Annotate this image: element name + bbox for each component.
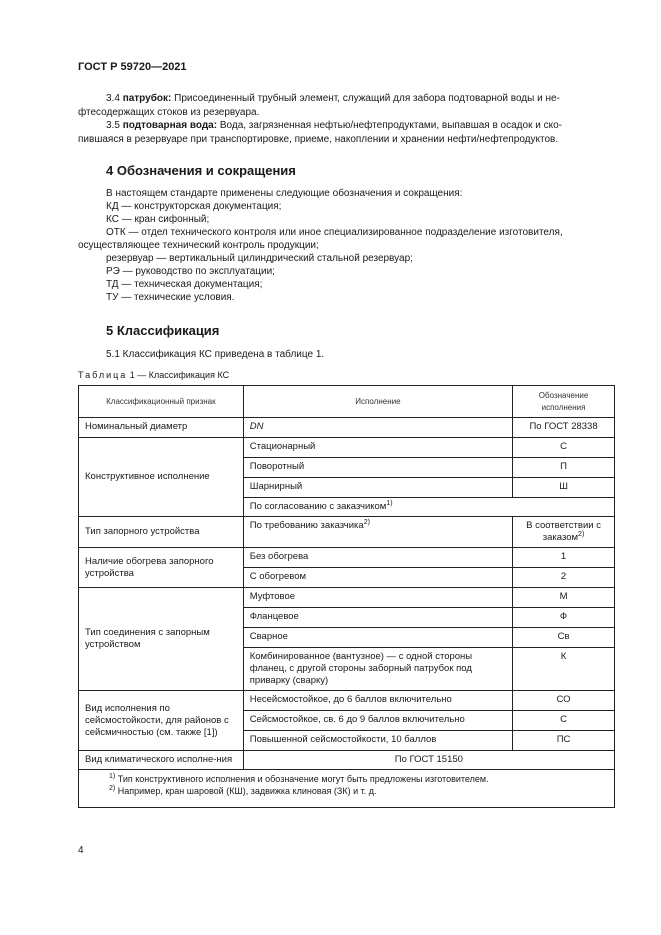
term-name: подтоварная вода:: [122, 120, 218, 131]
table-cell: Вид климатического исполне-ния: [79, 751, 244, 770]
table-cell: DN: [243, 418, 512, 438]
term-3-5: 3.5 подтоварная вода: Вода, загрязненная нефтью/нефтепродуктами, выпавшая в осадок и ско- пившаяся в резервуаре при транспортировке, приеме, накоплении и хранении нефти/нефтепродуктов.: [78, 120, 562, 145]
list-item: резервуар — вертикальный цилиндрический стальной резервуар;: [106, 253, 413, 264]
table-cell: Тип запорного устройства: [79, 517, 244, 548]
table-cell: Наличие обогрева запорного устройства: [79, 548, 244, 588]
table-cell: [513, 517, 615, 548]
table-text: В соответствии с заказом: [526, 520, 601, 543]
table-cell: С обогревом: [243, 568, 512, 588]
table-cell: По ГОСТ 28338: [513, 418, 615, 438]
footnote-mark: 1): [109, 773, 116, 780]
column-header: Обозначение исполнения: [513, 386, 615, 418]
document-header: ГОСТ Р 59720—2021: [78, 61, 187, 73]
table-text: По согласованию с заказчиком: [249, 501, 387, 512]
table-cell: 2: [513, 568, 615, 588]
table-cell: СО: [513, 691, 615, 711]
column-header: Классификационный признак: [79, 386, 244, 418]
footnote-mark: 2): [109, 785, 116, 792]
table-cell: Вид исполнения по сейсмостойкости, для районов с сейсмичностью (см. также [1]): [79, 691, 244, 751]
list-item: КС — кран сифонный;: [106, 214, 210, 225]
term-name: патрубок:: [122, 93, 172, 104]
table-cell: Св: [513, 628, 615, 648]
table-footnote-row: [79, 770, 615, 808]
table-text: По требованию заказчика: [249, 520, 364, 531]
table-cell: М: [513, 588, 615, 608]
list-item: РЭ — руководство по эксплуатации;: [106, 266, 275, 277]
list-item: ТД — техническая документация;: [106, 279, 263, 290]
term-3-4: 3.4 патрубок: Присоединенный трубный элемент, служащий для забора подтоварной воды и не- фтесодержащих стоков из резервуара.: [78, 93, 560, 118]
table-cell: Несейсмостойкое, до 6 баллов включительно: [243, 691, 512, 711]
table-cell: Ф: [513, 608, 615, 628]
column-header: Исполнение: [243, 386, 512, 418]
table-text: Тип конструктивного исполнения и обозначение могут быть предложены изготовителем.: [115, 774, 489, 784]
table-row: [79, 751, 615, 770]
table-row: [79, 517, 615, 548]
table-cell: Шарнирный: [243, 478, 512, 498]
table-cell: Комбинированное (вантузное) — с одной стороны фланец, с другой стороны заборный патрубок под приварку (сварку): [243, 648, 512, 691]
table-cell: Конструктивное исполнение: [79, 438, 244, 517]
table-cell: Поворотный: [243, 458, 512, 478]
table-cell: ПС: [513, 731, 615, 751]
list-item: ТУ — технические условия.: [106, 292, 235, 303]
table-cell: Фланцевое: [243, 608, 512, 628]
table-cell: По ГОСТ 15150: [243, 751, 614, 770]
table-cell: Сварное: [243, 628, 512, 648]
table-cell: Без обогрева: [243, 548, 512, 568]
table-cell: С: [513, 711, 615, 731]
section-5-title: 5 Классификация: [106, 323, 220, 338]
table-text: Например, кран шаровой (КШ), задвижка клиновая (ЗК) и т. д.: [115, 786, 377, 796]
table-cell: Муфтовое: [243, 588, 512, 608]
table-row: [79, 438, 615, 458]
list-intro: В настоящем стандарте применены следующие обозначения и сокращения:: [106, 188, 463, 199]
table-cell: Сейсмостойкое, св. 6 до 9 баллов включительно: [243, 711, 512, 731]
table-cell: С: [513, 438, 615, 458]
page-number: 4: [78, 845, 84, 856]
footnote-mark: 2): [363, 518, 370, 526]
table-cell: Ш: [513, 478, 615, 498]
table-cell: [79, 770, 615, 808]
footnote-mark: 2): [578, 530, 585, 538]
table-cell: Повышенной сейсмостойкости, 10 баллов: [243, 731, 512, 751]
table-cell: П: [513, 458, 615, 478]
table-cell: Тип соединения с запорным устройством: [79, 588, 244, 691]
list-item-wrap: осуществляющее технический контроль продукции;: [78, 240, 319, 251]
footnote: [109, 785, 608, 797]
footnote: [109, 773, 608, 785]
table-row: [79, 418, 615, 438]
list-item: КД — конструкторская документация;: [106, 201, 282, 212]
table-row: [79, 548, 615, 568]
table-cell: [243, 517, 512, 548]
section-5-text: 5.1 Классификация КС приведена в таблице 1.: [106, 349, 325, 360]
table-row: [79, 691, 615, 711]
section-4-title: 4 Обозначения и сокращения: [106, 163, 296, 178]
table-cell: [243, 498, 614, 517]
table-caption: Таблица 1 — Классификация КС: [78, 370, 230, 380]
table-header-row: [79, 386, 615, 418]
table-cell: К: [513, 648, 615, 691]
abbreviation-list: [78, 187, 615, 304]
table-cell: Номинальный диаметр: [79, 418, 244, 438]
table-cell: 1: [513, 548, 615, 568]
table-cell: Стационарный: [243, 438, 512, 458]
table-row: [79, 588, 615, 608]
list-item: ОТК — отдел технического контроля или иное специализированное подразделение изготовителя,: [106, 227, 563, 238]
footnote-mark: 1): [386, 499, 393, 507]
classification-table: [78, 385, 615, 808]
